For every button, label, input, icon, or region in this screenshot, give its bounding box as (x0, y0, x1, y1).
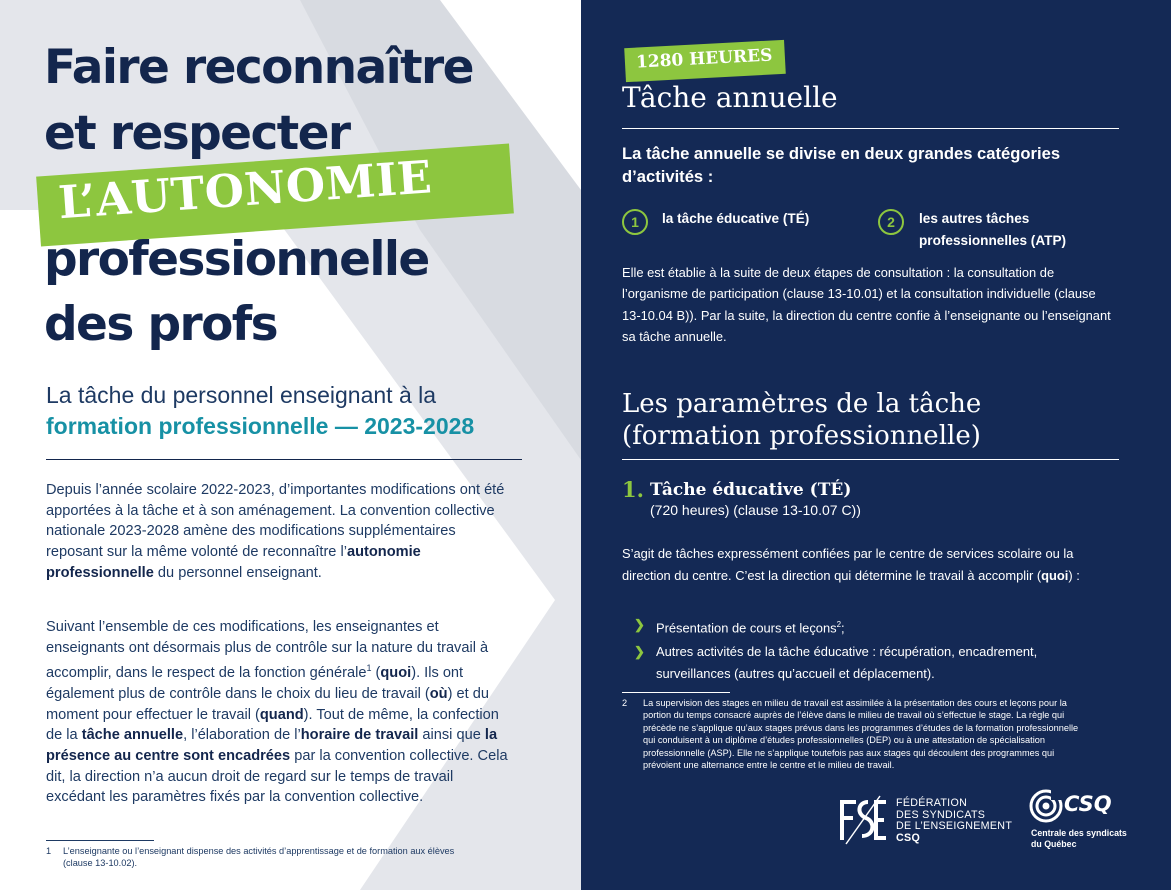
title-line-4: professionnelle (44, 232, 429, 287)
list-item: ❯ Présentation de cours et leçons$^2$; (622, 614, 1102, 639)
tache-educative-paragraph: S’agit de tâches expressément confiées par le centre de services scolaire ou la direction du centre. C’est la direction qui détermine le travail à accomplir (quoi) : (622, 546, 1080, 583)
footnote-ref-2: 2 (836, 620, 842, 629)
title-banner-text: L’AUTONOMIE (56, 150, 434, 230)
intro-paragraph: Depuis l’année scolaire 2022-2023, d’importantes modifications ont été apportées à la tâche et à son aménagement. La convention collective nationale 2023-2028 amène des modifications supplémentaires reposant sur la même volonté de reconnaître l’autonomie professionnelle du personnel enseignant. (46, 482, 505, 581)
section-number: 1. (622, 477, 644, 502)
divider (46, 459, 522, 460)
fse-logo (838, 792, 1013, 852)
footnote-divider (46, 840, 154, 841)
hours-badge-text: 1280 HEURES (635, 45, 773, 73)
category-te: la tâche éducative (TÉ) (662, 211, 810, 226)
fse-logo-mark-icon (838, 794, 888, 846)
footnote-divider (622, 692, 730, 693)
heading-parametres: Les paramètres de la tâche (formation professionnelle) (622, 389, 982, 451)
csq-caption: Centrale des syndicats du Québec (1031, 828, 1127, 849)
consultation-paragraph: Elle est établie à la suite de deux étapes de consultation : la consultation de l’organisme de participation (clause 13-10.01) et la consultation individuelle (clause 13-10.04 B)). Par la suite, la direction du centre confie à l’enseignante ou l’enseignant sa tâche annuelle. (622, 265, 1111, 345)
number-2-circle-icon: 2 (878, 209, 904, 235)
right-page (581, 0, 1171, 890)
chevron-right-icon: ❯ (634, 617, 645, 632)
fse-logo-text: FÉDÉRATION DES SYNDICATS DE L’ENSEIGNEMENT CSQ (896, 797, 1013, 844)
title-line-5: des profs (44, 297, 277, 352)
section-title: Tâche éducative (TÉ) (650, 480, 852, 500)
footnote-2: 2 La supervision des stages en milieu de travail est assimilée à la présentation des cours et leçons pour la portion du temps consacré auprès de l’élève dans le milieu de travail où s’effectue le stage. La règle qui précède ne s’applique qu’aux stages prévus dans les programmes d’études de la formation professionnelle qui conduisent à un diplôme d’études professionnelles (DEP) ou à une attestation de spécialisation professionnelle (ASP). Elle ne s’applique toutefois pas aux stages qui découlent des programmes qui prévoient une alternance entre le centre et le milieu de travail. (622, 698, 1079, 771)
title-line-1: Faire reconnaître (44, 40, 473, 95)
chevron-right-icon: ❯ (634, 644, 645, 659)
subtitle-line-2: formation professionnelle — 2023-2028 (46, 413, 475, 439)
footnote-ref-1: 1 (366, 663, 372, 674)
subtitle-line-1: La tâche du personnel enseignant à la (46, 382, 437, 408)
number-1-circle-icon: 1 (622, 209, 648, 235)
divider (622, 459, 1119, 460)
intro-text: La tâche annuelle se divise en deux grandes catégories d’activités : (622, 144, 1061, 186)
divider (622, 128, 1119, 129)
body-paragraph: Suivant l’ensemble de ces modifications, les enseignantes et enseignants ont désormais plus de contrôle sur la nature du travail à accomplir, dans le respect de la fonction générale$^1$ (quoi). Ils ont également plus de contrôle dans le choix du lieu de travail (où) et du moment pour effectuer le travail (quand). Tout de même, la confection de la tâche annuelle, l’élaboration de l’horaire de travail ainsi que la présence au centre sont encadrées par la convention collective. Cela dit, la direction n’a aucun droit de regard sur le temps de travail excédant les paramètres fixés par la convention collective. (46, 619, 508, 806)
footnote-1: 1 L’enseignante ou l’enseignant dispense des activités d’apprentissage et de formation aux élèves (clause 13-10.02). (46, 846, 455, 868)
title-line-2: et respecter (44, 106, 350, 161)
list-item: ❯ Autres activités de la tâche éducative : récupération, encadrement, surveillances (autres qu’accueil et déplacement). (622, 641, 1102, 684)
csq-wordmark: CSQ (1064, 792, 1112, 816)
heading-tache-annuelle: Tâche annuelle (622, 81, 838, 114)
category-atp: les autres tâches professionnelles (ATP) (919, 211, 1067, 248)
section-subtitle: (720 heures) (clause 13-10.07 C)) (650, 502, 861, 518)
left-page (0, 0, 581, 890)
csq-swirl-icon (1029, 788, 1065, 824)
csq-logo (1029, 788, 1139, 852)
